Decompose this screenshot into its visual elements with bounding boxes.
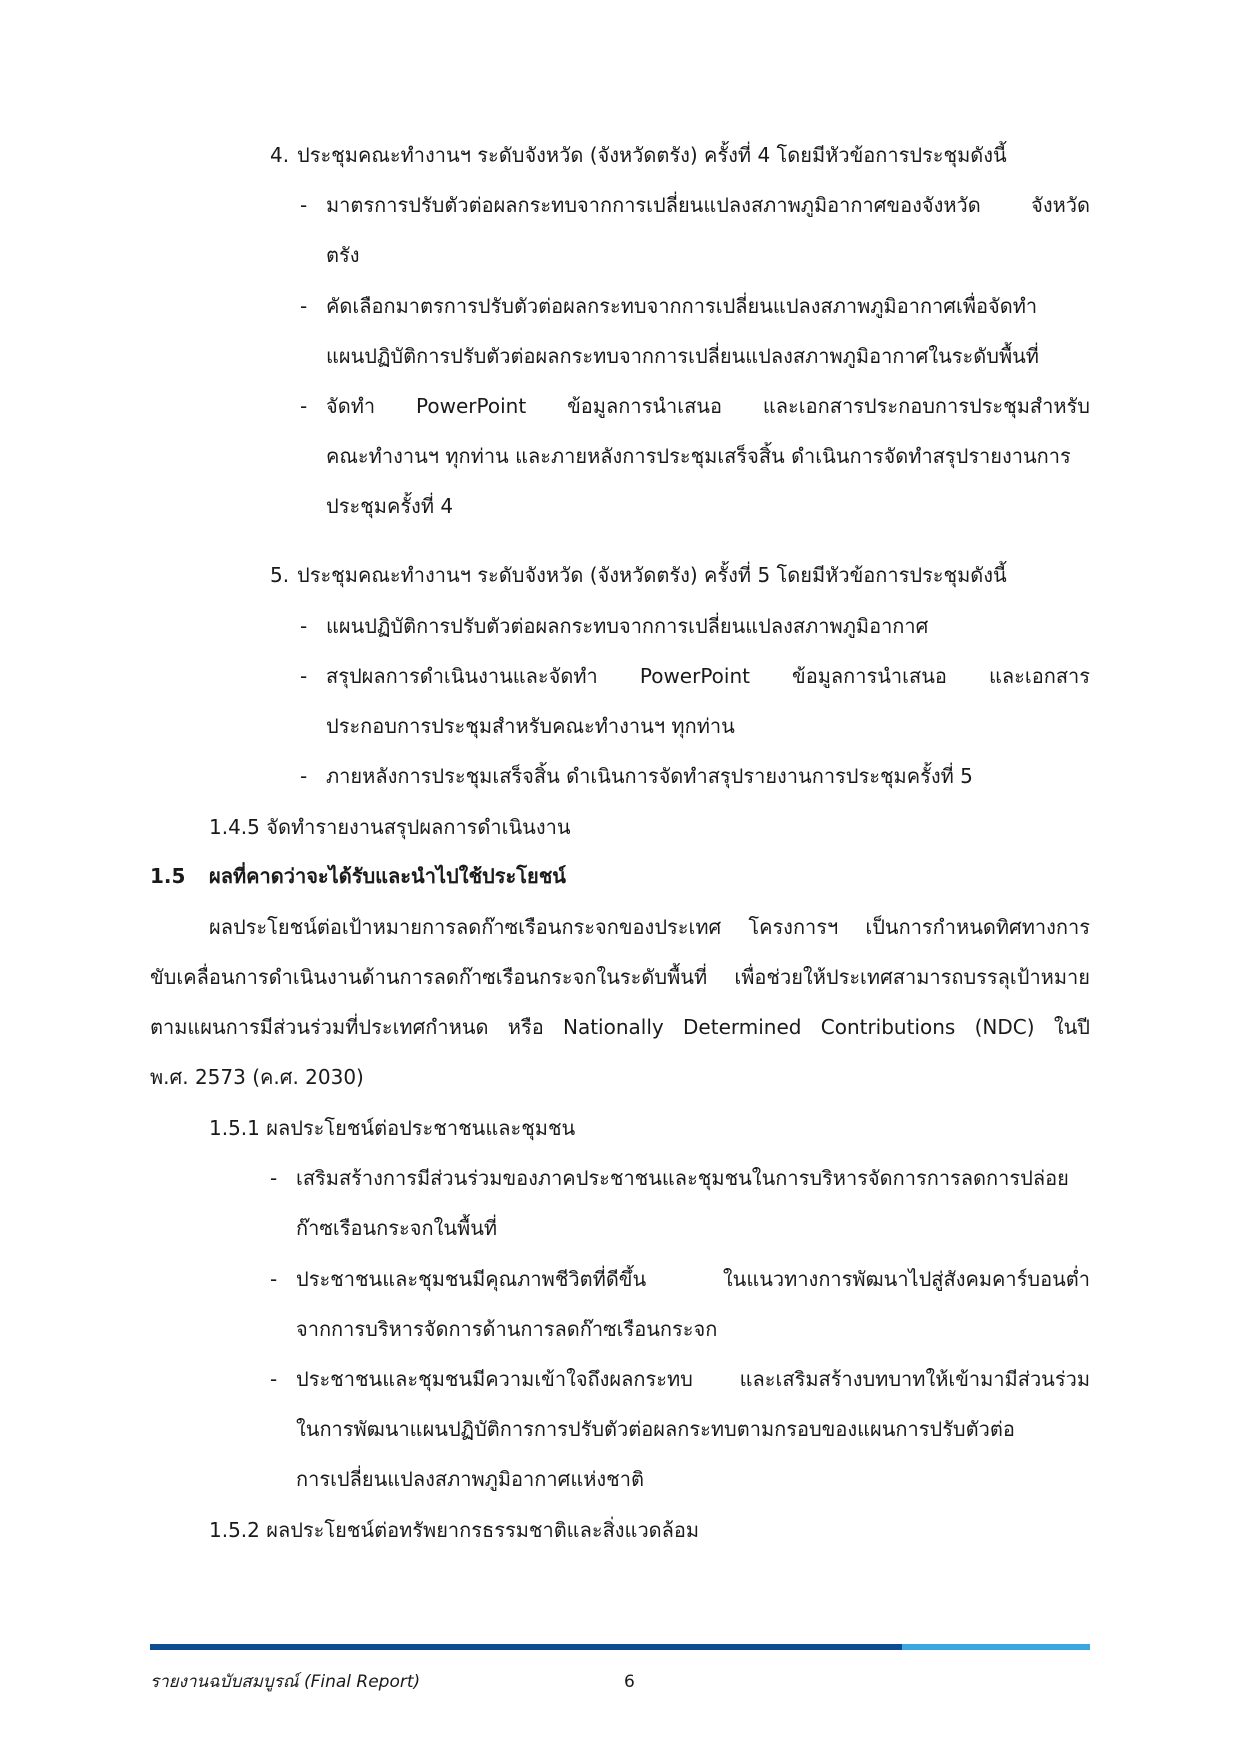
- item-4-bullet-1-line-1: มาตรการปรับตัวต่อผลกระทบจากการเปลี่ยนแปลงสภาพภูมิอากาศของจังหวัด จังหวัด: [326, 193, 1090, 217]
- item-5-bullet-2-line-1: สรุปผลการดำเนินงานและจัดทำ PowerPoint ข้อมูลการนำเสนอ และเอกสาร: [326, 664, 1090, 688]
- item-5-number: 5.: [270, 563, 290, 587]
- item-5-bullet-2-line-2: ประกอบการประชุมสำหรับคณะทำงานฯ ทุกท่าน: [326, 714, 735, 738]
- item-4-text: ประชุมคณะทำงานฯ ระดับจังหวัด (จังหวัดตรัง) ครั้งที่ 4 โดยมีหัวข้อการประชุมดังนี้: [297, 143, 1007, 167]
- item-5-bullet-1-line-1: แผนปฏิบัติการปรับตัวต่อผลกระทบจากการเปลี่ยนแปลงสภาพภูมิอากาศ: [326, 614, 929, 638]
- item-4-bullet-1-line-2: ตรัง: [326, 243, 360, 267]
- sub151-bullet-2-line-2: จากการบริหารจัดการด้านการลดก๊าซเรือนกระจก: [296, 1317, 718, 1341]
- bullet-dash: -: [300, 764, 308, 788]
- bullet-dash: -: [300, 394, 308, 418]
- sub151-bullet-3-line-2: ในการพัฒนาแผนปฏิบัติการการปรับตัวต่อผลกระทบตามกรอบของแผนการปรับตัวต่อ: [296, 1417, 1015, 1441]
- section-1-5-number: 1.5: [150, 864, 186, 888]
- footer-bar: [150, 1644, 1090, 1650]
- sub151-bullet-3-line-1: ประชาชนและชุมชนมีความเข้าใจถึงผลกระทบ และเสริมสร้างบทบาทให้เข้ามามีส่วนร่วม: [296, 1367, 1090, 1391]
- para-line-3: ตามแผนการมีส่วนร่วมที่ประเทศกำหนด หรือ Nationally Determined Contributions (NDC) ในปี: [150, 1015, 1090, 1039]
- bullet-dash: -: [300, 664, 308, 688]
- bullet-dash: -: [270, 1367, 278, 1391]
- footer-report-title: รายงานฉบับสมบูรณ์ (Final Report): [150, 1672, 421, 1692]
- para-line-2: ขับเคลื่อนการดำเนินงานด้านการลดก๊าซเรือนกระจกในระดับพื้นที่ เพื่อช่วยให้ประเทศสามารถบรรลุเป้าหมาย: [150, 965, 1090, 989]
- sub151-bullet-2-line-1: ประชาชนและชุมชนมีคุณภาพชีวิตที่ดีขึ้น ในแนวทางการพัฒนาไปสู่สังคมคาร์บอนต่ำ: [296, 1267, 1090, 1291]
- item-4-bullet-2-line-1: คัดเลือกมาตรการปรับตัวต่อผลกระทบจากการเปลี่ยนแปลงสภาพภูมิอากาศเพื่อจัดทำ: [326, 294, 1038, 318]
- para-line-1: ผลประโยชน์ต่อเป้าหมายการลดก๊าซเรือนกระจกของประเทศ โครงการฯ เป็นการกำหนดทิศทางการ: [209, 915, 1090, 939]
- footer-page-number: 6: [624, 1672, 635, 1692]
- item-4-bullet-3-line-1: จัดทำ PowerPoint ข้อมูลการนำเสนอ และเอกสารประกอบการประชุมสำหรับ: [326, 394, 1090, 418]
- item-4-bullet-3-line-3: ประชุมครั้งที่ 4: [326, 494, 454, 518]
- bullet-dash: -: [270, 1267, 278, 1291]
- section-1-5-title: ผลที่คาดว่าจะได้รับและนำไปใช้ประโยชน์: [209, 864, 566, 888]
- item-5-text: ประชุมคณะทำงานฯ ระดับจังหวัด (จังหวัดตรัง) ครั้งที่ 5 โดยมีหัวข้อการประชุมดังนี้: [297, 563, 1007, 587]
- item-4-bullet-3-line-2: คณะทำงานฯ ทุกท่าน และภายหลังการประชุมเสร็จสิ้น ดำเนินการจัดทำสรุปรายงานการ: [326, 444, 1071, 468]
- sub151-bullet-1-line-2: ก๊าซเรือนกระจกในพื้นที่: [296, 1216, 498, 1240]
- item-4-number: 4.: [270, 143, 290, 167]
- subsection-1-5-1-title: 1.5.1 ผลประโยชน์ต่อประชาชนและชุมชน: [209, 1116, 576, 1140]
- bullet-dash: -: [300, 193, 308, 217]
- item-4-bullet-2-line-2: แผนปฏิบัติการปรับตัวต่อผลกระทบจากการเปลี่ยนแปลงสภาพภูมิอากาศในระดับพื้นที่: [326, 344, 1039, 368]
- para-line-4: พ.ศ. 2573 (ค.ศ. 2030): [150, 1065, 364, 1089]
- subsection-1-4-5: 1.4.5 จัดทำรายงานสรุปผลการดำเนินงาน: [209, 815, 571, 839]
- subsection-1-5-2-title: 1.5.2 ผลประโยชน์ต่อทรัพยากรธรรมชาติและสิ่งแวดล้อม: [209, 1518, 700, 1542]
- bullet-dash: -: [300, 294, 308, 318]
- sub151-bullet-1-line-1: เสริมสร้างการมีส่วนร่วมของภาคประชาชนและชุมชนในการบริหารจัดการการลดการปล่อย: [296, 1166, 1069, 1190]
- item-5-bullet-3-line-1: ภายหลังการประชุมเสร็จสิ้น ดำเนินการจัดทำสรุปรายงานการประชุมครั้งที่ 5: [326, 764, 973, 788]
- sub151-bullet-3-line-3: การเปลี่ยนแปลงสภาพภูมิอากาศแห่งชาติ: [296, 1467, 644, 1491]
- bullet-dash: -: [300, 614, 308, 638]
- bullet-dash: -: [270, 1166, 278, 1190]
